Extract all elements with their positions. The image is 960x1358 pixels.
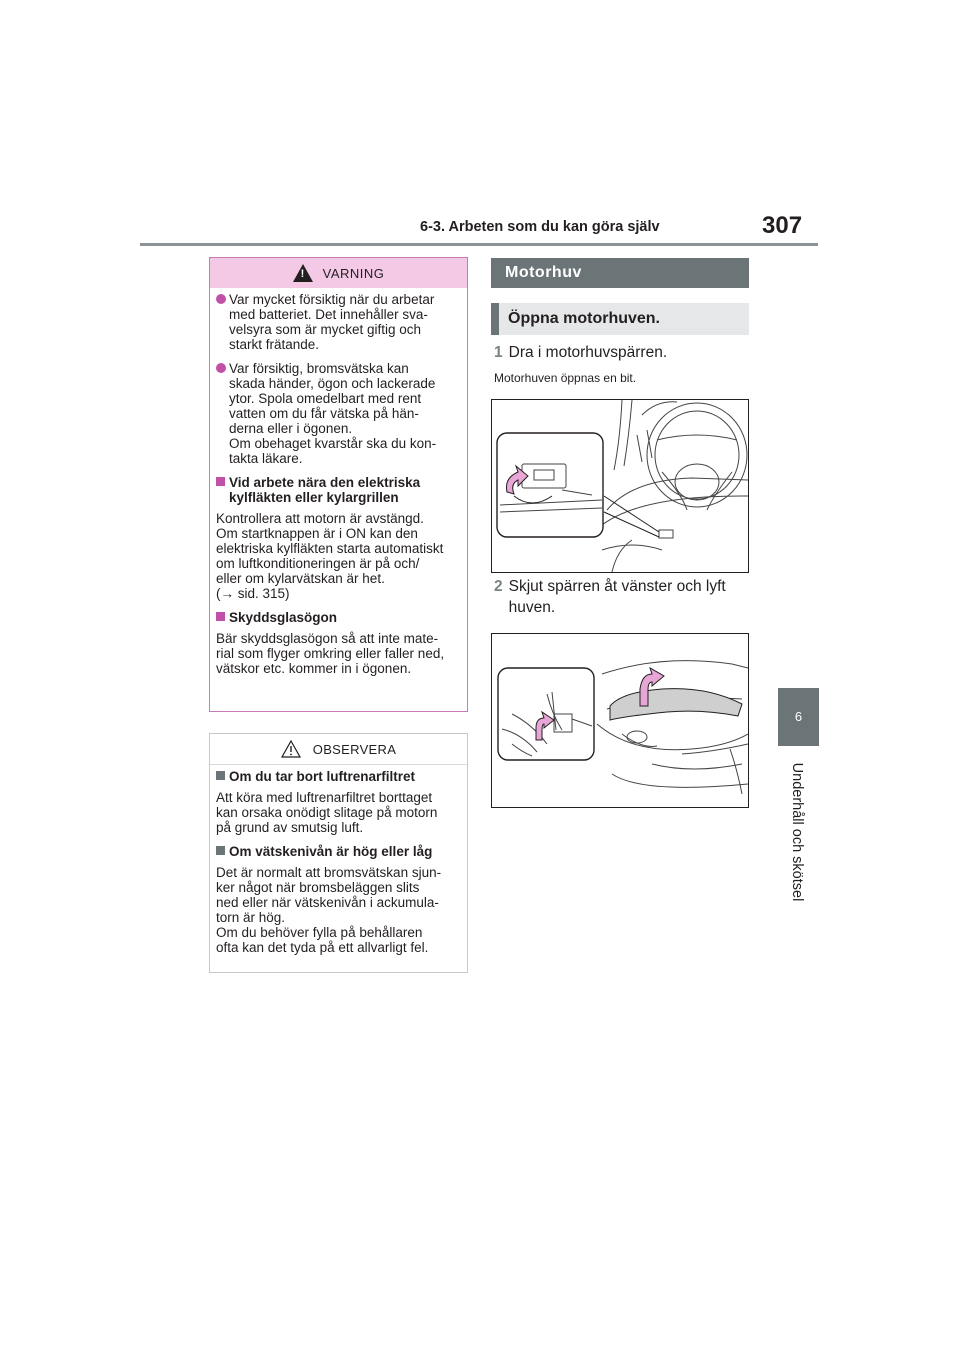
step-number: 1 [494, 344, 503, 361]
step-text: Skjut spärren åt vänster och lyft huven. [508, 578, 726, 616]
warning-triangle-icon: ! [293, 264, 313, 282]
hood-release-illustration [491, 399, 749, 573]
notice-paragraph: Att köra med luftrenarfiltret borttaget kan orsaka onödigt slitage på motorn på grund av smutsig luft. [216, 790, 438, 835]
chapter-number: 6 [794, 709, 803, 724]
caution-triangle-icon [281, 740, 301, 758]
section-title: Motorhuv [491, 258, 749, 288]
square-bullet-icon [216, 477, 225, 486]
notice-subheading: Om vätskenivån är hög eller låg [216, 844, 461, 859]
step-2 [494, 576, 754, 618]
warning-bullet: Var försiktig, bromsvätska kan skada händer, ögon och lackerade ytor. Spola omedelbart med rent vatten om du får vätska på hän- derna eller i ögonen. Om obehaget kvarstår ska du kon- takta läkare. [216, 361, 461, 466]
bullet-dot-icon [216, 294, 226, 304]
bullet-dot-icon [216, 363, 226, 373]
hood-latch-illustration [491, 633, 749, 808]
warning-title: VARNING [322, 265, 385, 281]
step-text: Dra i motorhuvspärren. [508, 344, 668, 361]
warning-box [209, 257, 468, 712]
warning-header [210, 258, 467, 288]
square-bullet-icon [216, 612, 225, 621]
notice-body [216, 769, 461, 964]
step-1 [494, 342, 667, 363]
chapter-tab [778, 688, 819, 746]
notice-subheading: Om du tar bort luftrenarfiltret [216, 769, 461, 784]
warning-subheading: Skyddsglasögon [216, 610, 461, 625]
warning-subheading: Vid arbete nära den elektriska kylfläkten eller kylargrillen [216, 475, 461, 505]
notice-header [210, 734, 467, 765]
notice-box [209, 733, 468, 973]
section-heading: 6-3. Arbeten som du kan göra själv [420, 219, 660, 235]
subsection-title: Öppna motorhuven. [491, 303, 749, 335]
warning-bullet: Var mycket försiktig när du arbetar med batteriet. Det innehåller sva- velsyra som är mycket giftig och starkt frätande. [216, 292, 461, 352]
warning-paragraph: Bär skyddsglasögon så att inte mate- rial som flyger omkring eller faller ned, vätskor etc. kommer in i ögonen. [216, 631, 445, 676]
page-number: 307 [762, 212, 803, 239]
hood-release-drawing [492, 400, 748, 572]
chapter-title: Underhåll och skötsel [789, 762, 805, 902]
step-note: Motorhuven öppnas en bit. [494, 371, 637, 385]
warning-body [216, 292, 461, 685]
notice-paragraph: Det är normalt att bromsvätskan sjun- ker något när bromsbeläggen slits ned eller när vätskenivån i ackumula- torn är hög. Om du behöver fylla på behållaren ofta kan det tyda på ett allvarligt fel. [216, 865, 442, 955]
warning-paragraph: Kontrollera att motorn är avstängd. Om startknappen är i ON kan den elektriska kylfläkten starta automatiskt om luftkonditioneringen är på och/ eller om kylarvätskan är het. (→ sid. 315) [216, 511, 444, 601]
hood-latch-drawing [492, 634, 748, 807]
square-bullet-icon [216, 771, 225, 780]
header-rule [140, 243, 818, 246]
square-bullet-icon [216, 846, 225, 855]
step-number: 2 [494, 578, 503, 595]
notice-title: OBSERVERA [312, 741, 397, 757]
